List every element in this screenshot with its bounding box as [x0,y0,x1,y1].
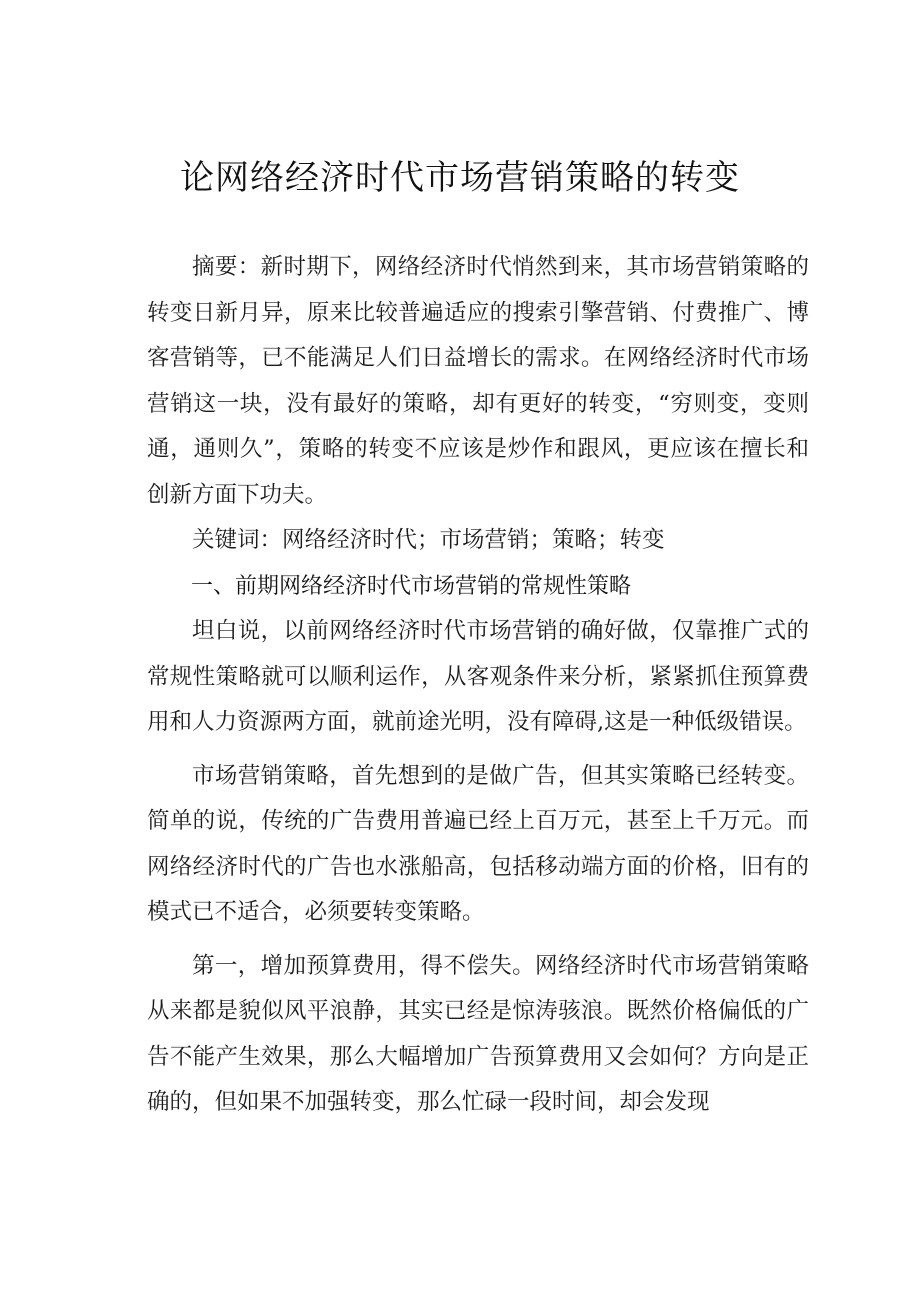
abstract-paragraph: 摘要：新时期下，网络经济时代悄然到来，其市场营销策略的转变日新月异，原来比较普遍适应的搜索引擎营销、付费推广、博客营销等，已不能满足人们日益增长的需求。在网络经济时代市场营销这一块，没有最好的策略，却有更好的转变，“穷则变，变则通，通则久”，策略的转变不应该是炒作和跟风，更应该在擅长和创新方面下功夫。 [147,254,809,508]
keywords-line: 关键词：网络经济时代；市场营销；策略；转变 [192,527,665,553]
body-paragraph: 第一，增加预算费用，得不偿失。网络经济时代市场营销策略从来都是貌似风平浪静，其实已经是惊涛骇浪。既然价格偏低的广告不能产生效果，那么大幅增加广告预算费用又会如何？方向是正确的，但如果不加强转变，那么忙碌一段时间，却会发现 [147,952,809,1115]
section-heading: 一、前期网络经济时代市场营销的常规性策略 [191,573,632,599]
document-title: 论网络经济时代市场营销策略的转变 [180,158,740,198]
body-paragraph: 市场营销策略，首先想到的是做广告，但其实策略已经转变。简单的说，传统的广告费用普遍已经上百万元，甚至上千万元。而网络经济时代的广告也水涨船高，包括移动端方面的价格，旧有的模式已不适合，必须要转变策略。 [147,762,809,925]
body-paragraph: 坦白说，以前网络经济时代市场营销的确好做，仅靠推广式的常规性策略就可以顺利运作，从客观条件来分析，紧紧抓住预算费用和人力资源两方面，就前途光明，没有障碍,这是一种低级错误。 [147,618,809,735]
document-body [147,245,809,1126]
